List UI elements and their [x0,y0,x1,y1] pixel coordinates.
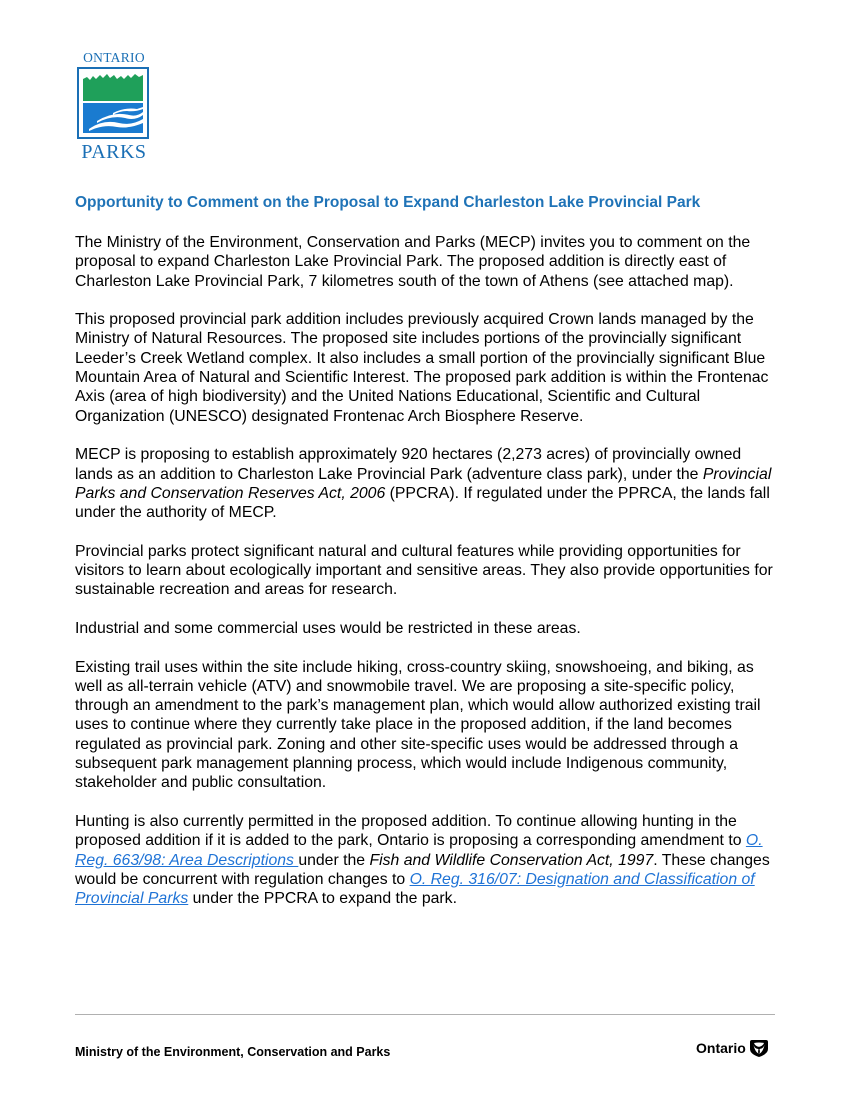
footer-ministry-name: Ministry of the Environment, Conservation and Parks [75,1045,391,1059]
logo-top-text: ONTARIO [83,50,145,65]
ontario-parks-logo [74,50,154,165]
text: MECP is proposing to establish approximately 920 hectares (2,273 acres) of provincially owned lands as an addition to Charleston Lake Provincial Park (adventure class park), under the [75,446,742,483]
logo-bottom-text: PARKS [81,141,147,163]
act-name: Fish and Wildlife Conservation Act, 1997 [369,851,654,869]
document-body [75,233,780,928]
paragraph-park-purpose: Provincial parks protect significant natural and cultural features while providing opportunities for visitors to learn about ecologically important and sensitive areas. They also provide opportunities for sustainable recreation and areas for research. [75,542,773,599]
ontario-logo [696,1038,769,1058]
document-title: Opportunity to Comment on the Proposal to Expand Charleston Lake Provincial Park [75,194,701,211]
paragraph-site-description: This proposed provincial park addition includes previously acquired Crown lands managed by the Ministry of Natural Resources. The proposed site includes portions of the provincially significant Leeder’s Creek Wetland complex. It also includes a small portion of the provincially significant Blue Mountain Area of Natural and Scientific Interest. The proposed park addition is within the Frontenac Axis (area of high biodiversity) and the United Nations Educational, Scientific and Cultural Organization (UNESCO) designated Frontenac Arch Biosphere Reserve. [75,311,769,425]
text: Hunting is also currently permitted in the proposed addition. To continue allowing hunting in the proposed addition if it is added to the park, Ontario is proposing a corresponding amendment to [75,812,746,850]
footer-divider [75,1014,775,1015]
text: under the PPCRA to expand the park. [188,890,457,908]
text: under the [298,851,370,869]
link-o-reg-316-07[interactable]: O. Reg. 316/07: Designation and Classification of Provincial Parks [75,870,755,908]
paragraph-trail-uses: Existing trail uses within the site include hiking, cross-country skiing, snowshoeing, and biking, as well as all-terrain vehicle (ATV) and snowmobile travel. We are proposing a site-specific policy, through an amendment to the park’s management plan, which would allow authorized existing trail uses to continue where they currently take place in the proposed addition, if the land becomes regulated as provincial park. Zoning and other site-specific uses would be addressed through a subsequent park management planning process, which would include Indigenous community, stakeholder and public consultation. [75,658,761,792]
ontario-logo-text: Ontario [696,1040,746,1056]
text: . These changes would be concurrent with regulation changes to [75,851,770,888]
paragraph-proposal [75,445,780,522]
trillium-icon [749,1038,769,1058]
act-name: Provincial Parks and Conservation Reserves Act, 2006 [75,465,772,502]
paragraph-restrictions: Industrial and some commercial uses would be restricted in these areas. [75,619,581,637]
paragraph-hunting [75,812,780,908]
logo-emblem-icon [77,67,149,139]
text: (PPCRA). If regulated under the PPRCA, the lands fall under the authority of MECP. [75,484,770,522]
paragraph-intro: The Ministry of the Environment, Conservation and Parks (MECP) invites you to comment on the proposal to expand Charleston Lake Provincial Park. The proposed addition is directly east of Charleston Lake Provincial Park, 7 kilometres south of the town of Athens (see attached map). [75,234,751,290]
link-o-reg-663-98[interactable]: O. Reg. 663/98: Area Descriptions [75,832,763,869]
